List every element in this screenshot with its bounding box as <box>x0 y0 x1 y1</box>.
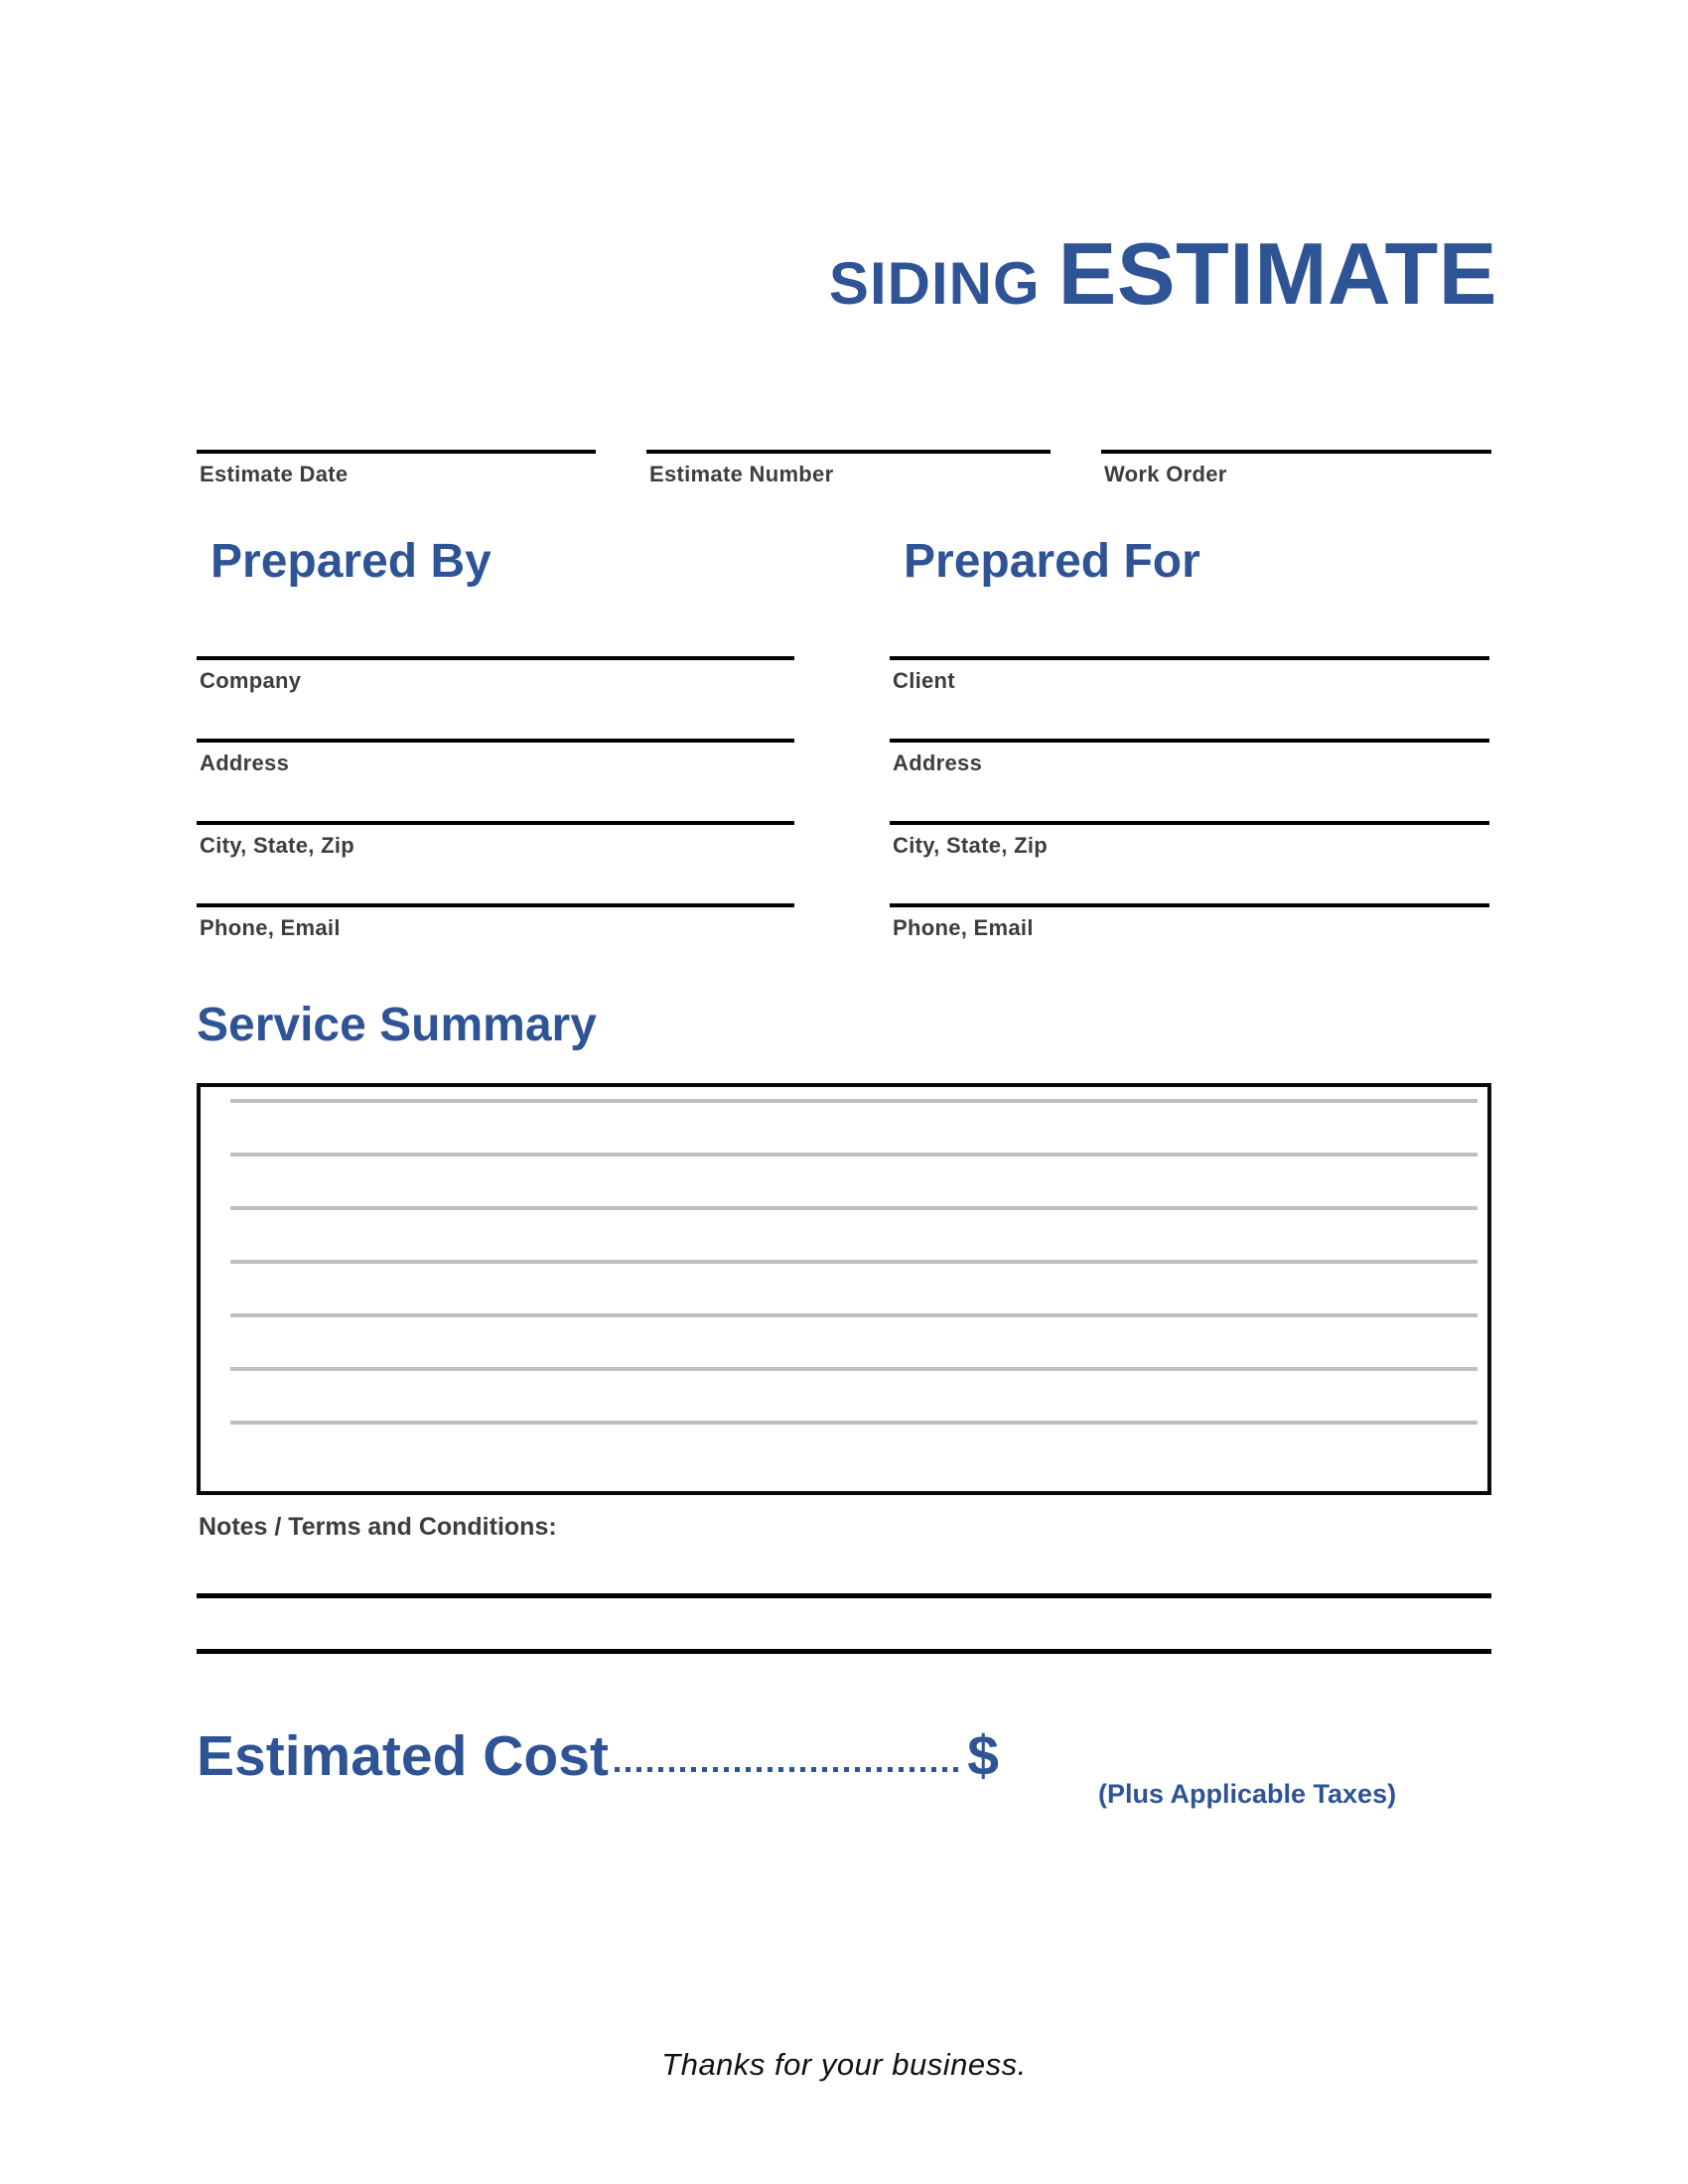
client-label: Client <box>893 668 955 693</box>
prepared-by-heading: Prepared By <box>211 535 492 588</box>
dotted-leader <box>615 1767 959 1772</box>
ruled-line <box>230 1099 1477 1103</box>
estimate-date-label: Estimate Date <box>200 462 349 486</box>
prepared-by-address-label: Address <box>200 751 290 775</box>
estimate-number-label: Estimate Number <box>649 462 834 486</box>
prepared-headings-row <box>197 534 1491 589</box>
document-title <box>829 223 1497 325</box>
prepared-for-phone-email-label: Phone, Email <box>893 915 1034 940</box>
estimated-cost-row <box>197 1723 1138 1789</box>
ruled-line <box>230 1206 1477 1210</box>
prepared-for-city-state-zip-label: City, State, Zip <box>893 833 1048 858</box>
notes-line-1[interactable] <box>197 1593 1491 1598</box>
prepared-for-city-state-zip-field[interactable] <box>890 821 1489 903</box>
work-order-field[interactable] <box>1101 450 1491 487</box>
service-summary-box[interactable] <box>197 1083 1491 1495</box>
notes-terms-label: Notes / Terms and Conditions: <box>199 1513 557 1541</box>
prepared-for-phone-email-field[interactable] <box>890 903 1489 986</box>
notes-line-2[interactable] <box>197 1649 1491 1654</box>
ruled-line <box>230 1260 1477 1264</box>
footer-message: Thanks for your business. <box>661 2047 1027 2082</box>
service-summary-heading: Service Summary <box>197 999 597 1051</box>
work-order-label: Work Order <box>1104 462 1227 486</box>
title-main: ESTIMATE <box>1057 224 1497 323</box>
prepared-by-section <box>197 656 794 986</box>
prepared-by-phone-email-label: Phone, Email <box>200 915 341 940</box>
ruled-line <box>230 1153 1477 1157</box>
top-fields-row <box>197 450 1491 487</box>
prepared-by-address-field[interactable] <box>197 739 794 821</box>
ruled-line <box>230 1313 1477 1317</box>
prepared-for-address-label: Address <box>893 751 983 775</box>
currency-symbol: $ <box>967 1724 999 1788</box>
prepared-for-heading: Prepared For <box>904 535 1200 588</box>
client-field[interactable] <box>890 656 1489 739</box>
tax-note: (Plus Applicable Taxes) <box>1098 1779 1397 1809</box>
ruled-line <box>230 1367 1477 1371</box>
estimate-number-field[interactable] <box>646 450 1051 487</box>
prepared-by-city-state-zip-label: City, State, Zip <box>200 833 354 858</box>
prepared-columns <box>197 656 1491 986</box>
prepared-for-address-field[interactable] <box>890 739 1489 821</box>
prepared-by-city-state-zip-field[interactable] <box>197 821 794 903</box>
estimated-cost-label: Estimated Cost <box>197 1724 609 1788</box>
company-field[interactable] <box>197 656 794 739</box>
ruled-line <box>230 1421 1477 1425</box>
estimate-date-field[interactable] <box>197 450 596 487</box>
prepared-for-section <box>890 656 1489 986</box>
company-label: Company <box>200 668 302 693</box>
prepared-by-phone-email-field[interactable] <box>197 903 794 986</box>
title-prefix: SIDING <box>828 250 1041 317</box>
